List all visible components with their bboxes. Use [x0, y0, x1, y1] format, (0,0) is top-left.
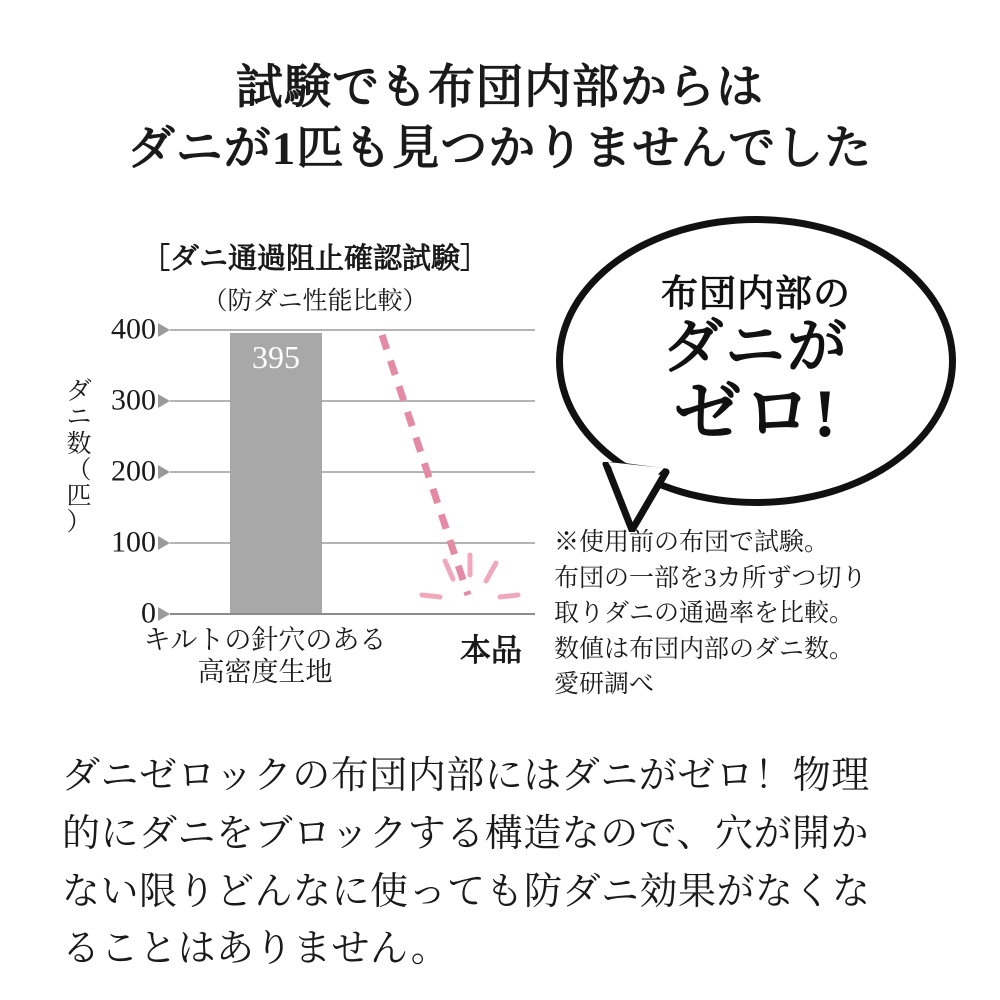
headline-line-1: 試験でも布団内部からは: [236, 62, 764, 114]
gridline-200: [111, 454, 535, 488]
chart-title: ［ダニ通過阻止確認試験］: [140, 243, 489, 275]
chart-plot-area: [60, 312, 550, 687]
tick-marker-300: [158, 394, 170, 408]
ytick-label-0: 0: [141, 596, 156, 630]
note-line-3: 取りダニの通過率を比較。: [554, 600, 855, 627]
x-label-high-density-fabric: [120, 625, 410, 689]
y-axis-label-char-1: ニ: [66, 404, 92, 432]
ytick-label-200: 200: [111, 454, 156, 488]
ytick-label-400: 400: [111, 312, 156, 346]
y-axis-label: [62, 379, 96, 537]
ytick-label-300: 300: [111, 383, 156, 417]
paragraph-line-4: ることはありません。: [62, 928, 450, 971]
tick-marker-400: [158, 323, 170, 337]
test-conditions-note: [554, 525, 974, 703]
bar-value-label: 395: [252, 339, 300, 375]
note-line-2: 布団の一部を3カ所ずつ切り: [554, 564, 867, 592]
speech-balloon: [556, 216, 956, 506]
paragraph-line-3: ない限りどんなに使っても防ダニ効果がなくな: [62, 870, 871, 913]
description-paragraph: [62, 748, 952, 979]
chart-subtitle: （防ダニ性能比較）: [202, 288, 428, 315]
mite-test-chart: [60, 236, 550, 687]
y-axis-label-char-3: （: [66, 456, 92, 484]
tick-marker-200: [158, 465, 170, 479]
x-label-a-line2: 高密度生地: [197, 656, 333, 687]
x-label-this-product: 本品: [460, 633, 522, 668]
note-line-5: 愛研調べ: [554, 671, 655, 698]
page-headline: [0, 58, 1000, 180]
y-axis-label-char-4: 匹: [66, 483, 92, 510]
y-axis-label-char-2: 数: [66, 430, 92, 458]
balloon-line-3: ゼロ!: [673, 374, 839, 451]
y-axis-label-char-5: ）: [66, 509, 92, 537]
note-line-1: ※使用前の布団で試験。: [554, 529, 830, 556]
y-axis-label-char-0: ダ: [66, 378, 92, 405]
gridline-0: [141, 596, 535, 630]
paragraph-line-2: 的にダニをブロックする構造なので、穴が開か: [62, 812, 869, 855]
note-line-4: 数値は布団内部のダニ数。: [554, 635, 855, 663]
tick-marker-100: [158, 536, 170, 550]
gridline-400: [111, 312, 535, 346]
headline-line-2: ダニが1匹も見つかりませんでした: [127, 123, 873, 176]
tick-marker-0: [158, 607, 170, 621]
gridline-100: [111, 525, 535, 559]
balloon-line-2: ダニが: [663, 313, 849, 380]
bar-high-density-fabric: [230, 333, 322, 613]
balloon-line-1: 布団内部の: [661, 273, 851, 315]
speech-balloon-text: [556, 216, 956, 506]
x-label-a-line1: キルトの針穴のある: [143, 625, 387, 655]
ytick-label-100: 100: [111, 525, 156, 559]
paragraph-line-1: ダニゼロックの布団内部にはダニがゼロ！物理: [62, 755, 870, 797]
chart-grid: [111, 312, 535, 630]
gridline-300: [111, 383, 535, 417]
